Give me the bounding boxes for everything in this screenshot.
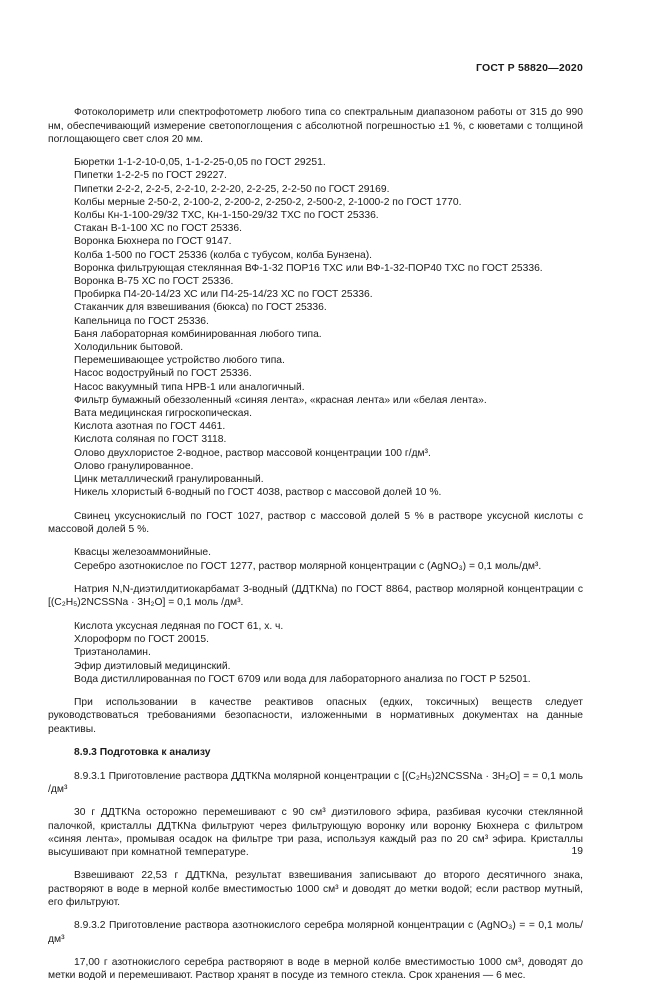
document-body — [48, 96, 583, 993]
subsection-8932: 8.9.3.2 Приготовление раствора азотнокислого серебра молярной концентрации c (AgNO₃) = = 0,1 моль/дм³ — [48, 920, 583, 945]
list-item: Холодильник бытовой. — [74, 342, 184, 354]
list-item: Стаканчик для взвешивания (бюкса) по ГОСТ 25336. — [74, 302, 327, 314]
list-item: Стакан В-1-100 ХС по ГОСТ 25336. — [74, 223, 242, 235]
paragraph-ddtkna-prep: 30 г ДДТКNa осторожно перемешивают с 90 см³ диэтилового эфира, разбивая кусочки стеклянной палочкой, кристаллы ДДТКNa фильтруют через фильтрующую воронку или воронку Бюхнера с фильтром «синяя лента», промывая осадок на фильтре три раза, используя каждый раз по 20 см³ эфира. Кристаллы высушивают при комнатной температуре. — [48, 807, 583, 858]
list-item: Серебро азотнокислое по ГОСТ 1277, раствор молярной концентрации c (AgNO₃) = 0,1 моль/дм³. — [74, 560, 542, 572]
list-item: Никель хлористый 6-водный по ГОСТ 4038, раствор с массовой долей 10 %. — [74, 487, 442, 499]
list-item: Хлороформ по ГОСТ 20015. — [74, 634, 209, 646]
list-item: Воронка фильтрующая стеклянная ВФ-1-32 ПОР16 ТХС или ВФ-1-32-ПОР40 ТХС по ГОСТ 25336. — [74, 262, 543, 274]
subsection-8931: 8.9.3.1 Приготовление раствора ДДТКNa молярной концентрации c [(C₂H₅)2NCSSNa · 3H₂O] = = 0,1 моль /дм³ — [48, 770, 583, 795]
list-item: Вата медицинская гигроскопическая. — [74, 408, 252, 420]
list-item: Насос водоструйный по ГОСТ 25336. — [74, 368, 252, 380]
list-item: Олово двухлористое 2-водное, раствор массовой концентрации 100 г/дм³. — [74, 447, 431, 459]
list-item-svinets: Свинец уксуснокислый по ГОСТ 1027, раствор с массовой долей 5 % в растворе уксусной кислоты с массовой долей 5 %. — [48, 510, 583, 535]
list-item: Цинк металлический гранулированный. — [74, 474, 264, 486]
list-item: Кислота азотная по ГОСТ 4461. — [74, 421, 226, 433]
paragraph-weighing: Взвешивают 22,53 г ДДТКNa, результат взвешивания записывают до второго десятичного знака, растворяют в воде в мерной колбе вместимостью 1000 см³ и доводят до метки водой; если раствор мутный, его фильтруют. — [48, 870, 583, 908]
list-item: Триэтаноламин. — [74, 647, 151, 659]
list-item: Баня лабораторная комбинированная любого типа. — [74, 328, 322, 340]
list-item: Квасцы железоаммонийные. — [74, 547, 211, 559]
list-item: Воронка Бюхнера по ГОСТ 9147. — [74, 236, 232, 248]
list-item: Воронка В-75 ХС по ГОСТ 25336. — [74, 276, 234, 288]
list-item: Пипетки 1-2-2-5 по ГОСТ 29227. — [74, 170, 227, 182]
section-number: 8.9.3 — [74, 747, 97, 759]
equipment-intro: Фотоколориметр или спектрофотометр любого типа со спектральным диапазоном работы от 315 до 990 нм, обеспечивающий измерение светопоглощения с абсолютной погрешностью ±1 %, с кюветами с толщиной поглощающего свет слоя 20 мм. — [48, 107, 583, 145]
list-item: Пипетки 2-2-2, 2-2-5, 2-2-10, 2-2-20, 2-2-25, 2-2-50 по ГОСТ 29169. — [74, 183, 390, 195]
list-item: Кислота соляная по ГОСТ 3118. — [74, 434, 227, 446]
standard-header: ГОСТ Р 58820—2020 — [475, 62, 583, 74]
list-item: Колба 1-500 по ГОСТ 25336 (колба с тубусом, колба Бунзена). — [74, 249, 373, 261]
list-item: Бюретки 1-1-2-10-0,05, 1-1-2-25-0,05 по ГОСТ 29251. — [74, 157, 326, 169]
list-item: Перемешивающее устройство любого типа. — [74, 355, 285, 367]
paragraph-silver-prep: 17,00 г азотнокислого серебра растворяют в воде в мерной колбе вместимостью 1000 см³, доводят до метки водой и перемешивают. Раствор хранят в посуде из темного стекла. Срок хранения — 6 мес. — [48, 957, 583, 982]
list-item: Вода дистиллированная по ГОСТ 6709 или вода для лабораторного анализа по ГОСТ Р 52501. — [74, 673, 531, 685]
list-item: Капельница по ГОСТ 25336. — [74, 315, 209, 327]
page-number: 19 — [571, 846, 583, 857]
list-item: Пробирка П4-20-14/23 ХС или П4-25-14/23 ХС по ГОСТ 25336. — [74, 289, 373, 301]
list-item: Колбы мерные 2-50-2, 2-100-2, 2-200-2, 2-250-2, 2-500-2, 2-1000-2 по ГОСТ 1770. — [74, 196, 462, 208]
list-item-natriy: Натрия N,N-диэтилдитиокарбамат 3-водный (ДДТКNa) по ГОСТ 8864, раствор молярной концентрации c [(C₂H₅)2NCSSNa · 3H₂O] = 0,1 моль /дм³. — [48, 584, 583, 609]
list-item: Фильтр бумажный обеззоленный «синяя лента», «красная лента» или «белая лента». — [74, 394, 487, 406]
list-item: Колбы Кн-1-100-29/32 ТХС, Кн-1-150-29/32 ТХС по ГОСТ 25336. — [74, 210, 379, 222]
list-item: Эфир диэтиловый медицинский. — [74, 660, 231, 672]
section-title: Подготовка к анализу — [99, 747, 211, 759]
list-item: Насос вакуумный типа НРВ-1 или аналогичный. — [74, 381, 305, 393]
list-item: Олово гранулированное. — [74, 460, 194, 472]
safety-warning: При использовании в качестве реактивов опасных (едких, токсичных) веществ следует руководствоваться требованиями безопасности, изложенными в нормативных документах на данные реактивы. — [48, 697, 583, 735]
list-item: Кислота уксусная ледяная по ГОСТ 61, х. ч. — [74, 620, 284, 632]
section-heading — [48, 746, 583, 759]
